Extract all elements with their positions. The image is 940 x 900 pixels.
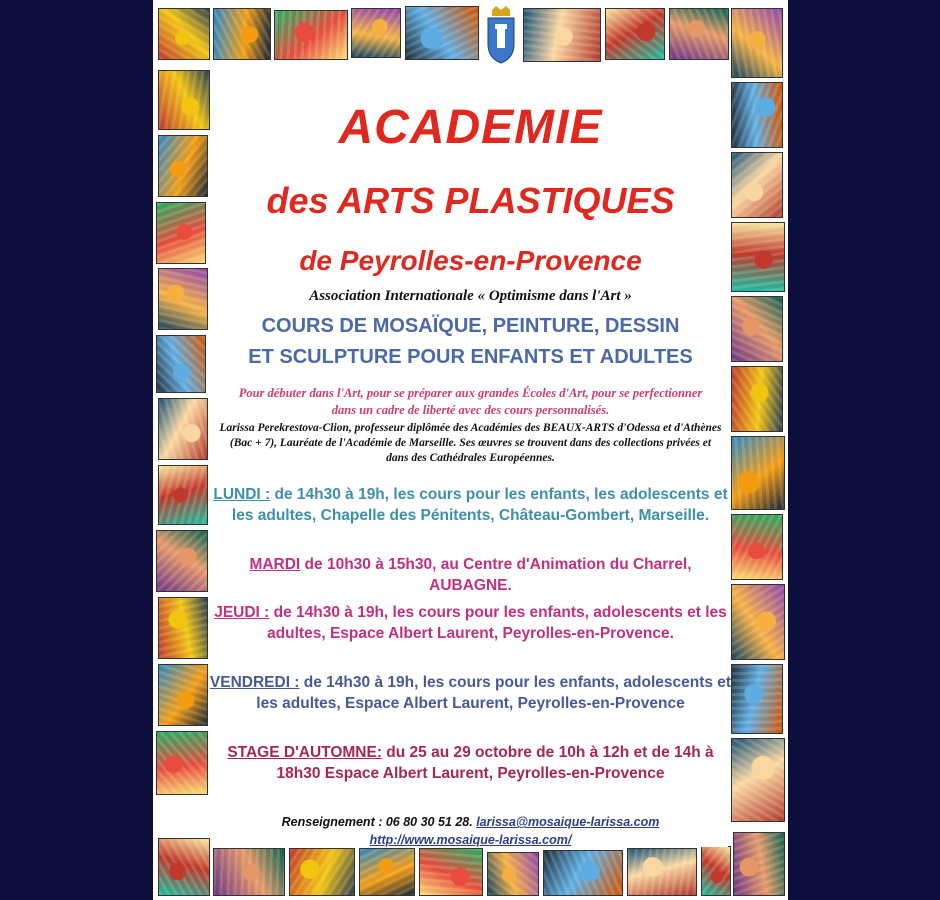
- course-heading-line1: COURS DE MOSAÏQUE, PEINTURE, DESSIN: [261, 315, 680, 337]
- intro-text: Pour débuter dans l'Art, pour se préparer aux grandes Écoles d'Art, pour se perfectionner dans un cadre de liberté avec des cours personnalisés.: [238, 386, 703, 417]
- day-label: MARDI: [249, 556, 301, 573]
- email-link[interactable]: larissa@mosaique-larissa.com: [476, 815, 660, 829]
- mosaic-tile: [731, 514, 783, 580]
- schedule-text: de 14h30 à 19h, les cours pour les enfants, les adolescents et les adultes, Chapelle des Pénitents, Château-Gombert, Marseille.: [231, 486, 728, 524]
- mosaic-tile: [158, 398, 208, 460]
- day-label: VENDREDI :: [209, 674, 300, 691]
- mosaic-tile: [158, 465, 208, 525]
- title-academie: ACADEMIE: [338, 101, 603, 154]
- schedule-vendredi: [208, 672, 733, 714]
- mosaic-tile: [731, 664, 783, 734]
- mosaic-tile: [627, 848, 697, 896]
- mosaic-tile: [359, 848, 415, 896]
- title-location: de Peyrolles-en-Provence: [299, 245, 642, 276]
- mosaic-tile: [543, 850, 623, 896]
- mosaic-tile: [701, 846, 731, 896]
- day-label: STAGE D'AUTOMNE:: [227, 744, 382, 761]
- mosaic-tile: [158, 8, 210, 60]
- website-link[interactable]: http://www.mosaique-larissa.com/: [369, 833, 572, 847]
- poster: [153, 0, 788, 900]
- mosaic-tile: [605, 8, 665, 60]
- mosaic-tile: [289, 848, 355, 896]
- title-arts-plastiques: des ARTS PLASTIQUES: [266, 180, 675, 221]
- schedule-stage-automne: [208, 742, 733, 784]
- schedule-text: de 14h30 à 19h, les cours pour les enfants, adolescents et les adultes, Espace Albert Laurent, Peyrolles-en-Provence.: [267, 604, 727, 642]
- mosaic-tile: [158, 597, 208, 659]
- course-heading-line2: ET SCULPTURE POUR ENFANTS ET ADULTES: [248, 346, 693, 368]
- mosaic-tile: [274, 10, 348, 60]
- mosaic-tile: [405, 6, 479, 60]
- mosaic-tile: [156, 731, 208, 795]
- mosaic-tile: [419, 848, 483, 896]
- schedule-lundi: [208, 484, 733, 526]
- contact-block: [153, 813, 788, 849]
- contact-phone: Renseignement : 06 80 30 51 28.: [281, 815, 477, 829]
- teacher-bio: Larissa Perekrestova-Clion, professeur diplômée des Académies des BEAUX-ARTS d'Odessa et d'Athènes (Bac + 7), Lauréate de l'Académie de Marseille. Ses œuvres se trouvent dans des collections privées et dans des Cathédrales Européennes.: [219, 422, 722, 464]
- day-label: LUNDI :: [213, 486, 271, 503]
- schedule-mardi: [208, 554, 733, 596]
- mosaic-tile: [731, 8, 783, 78]
- association-line: Association Internationale « Optimisme dans l'Art »: [309, 288, 632, 304]
- mosaic-tile: [731, 738, 785, 822]
- mosaic-tile: [351, 8, 401, 58]
- mosaic-tile: [669, 8, 729, 60]
- schedule-text: de 14h30 à 19h, les cours pour les enfants, adolescents et les adultes, Espace Albert Laurent, Peyrolles-en-Provence: [256, 674, 732, 712]
- schedule-text: du 25 au 29 octobre de 10h à 12h et de 14h à 18h30 Espace Albert Laurent, Peyrolles-en-Provence: [276, 744, 714, 782]
- mosaic-tile: [731, 366, 783, 432]
- day-label: JEUDI :: [214, 604, 270, 621]
- mosaic-tile: [156, 530, 208, 592]
- schedule-text: de 10h30 à 15h30, au Centre d'Animation du Charrel, AUBAGNE.: [300, 556, 692, 594]
- mosaic-tile: [731, 584, 785, 660]
- mosaic-tile: [213, 8, 271, 60]
- mosaic-tile: [523, 8, 601, 62]
- coat-of-arms-icon: [486, 6, 516, 64]
- mosaic-tile: [487, 852, 539, 896]
- mosaic-tile: [731, 436, 785, 510]
- mosaic-tile: [158, 664, 208, 726]
- mosaic-tile: [213, 848, 285, 896]
- schedule-jeudi: [208, 602, 733, 644]
